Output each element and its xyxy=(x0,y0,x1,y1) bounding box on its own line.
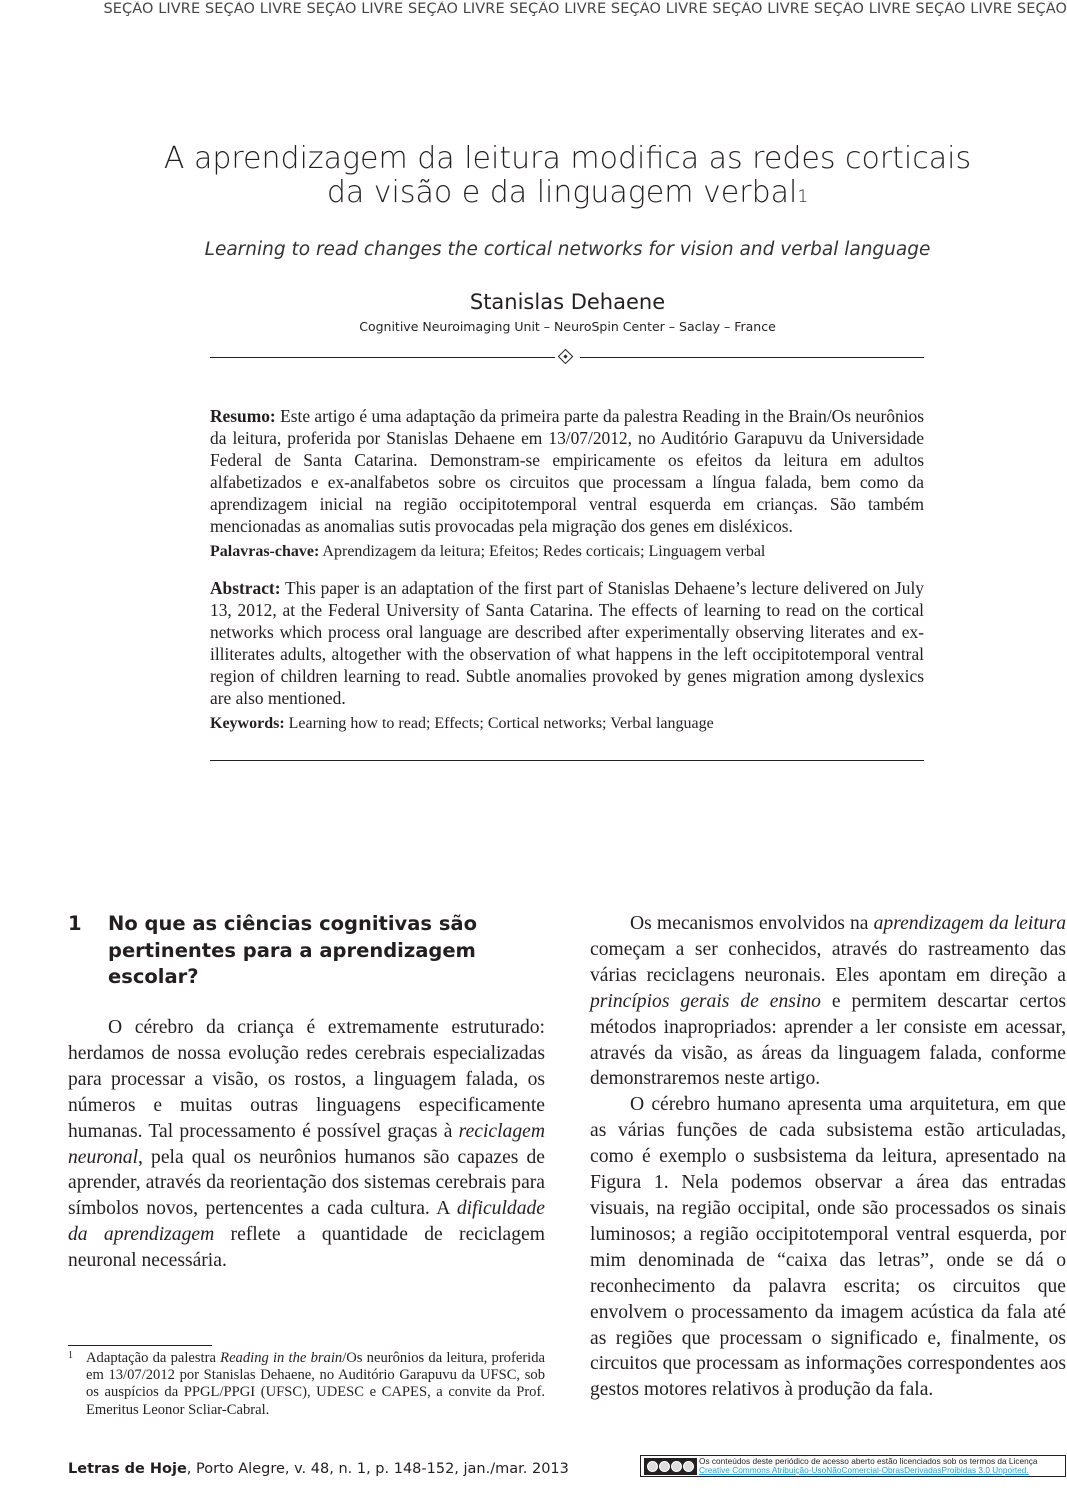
keywords-text: Learning how to read; Effects; Cortical networks; Verbal language xyxy=(284,715,714,732)
emphasis: reciclagem neuronal xyxy=(68,1120,545,1168)
journal-name: Letras de Hoje xyxy=(68,1461,187,1477)
abstract-bottom-rule xyxy=(210,760,924,761)
section-title: No que as ciências cognitivas são pertinentes para a aprendizagem escolar? xyxy=(108,912,477,988)
author-affiliation: Cognitive Neuroimaging Unit – NeuroSpin Center – Saclay – France xyxy=(359,319,776,334)
section-band: SEÇÃO LIVRE SEÇÃO LIVRE SEÇÃO LIVRE SEÇÃO LIVRE SEÇÃO LIVRE SEÇÃO LIVRE SEÇÃO LIVRE SEÇÃO LIVRE SEÇÃO LIVRE SEÇÃO xyxy=(103,1,1067,17)
divider-right xyxy=(580,357,924,358)
license-link[interactable]: Creative Commons Atribuição-UsoNãoComercial-ObrasDerivadasProibidas 3.0 Unported. xyxy=(699,1465,1029,1475)
emphasis: princípios gerais de ensino xyxy=(590,990,821,1012)
divider-left xyxy=(210,357,555,358)
section-number: 1 xyxy=(68,912,82,935)
keywords xyxy=(210,713,924,735)
resumo-text: Este artigo é uma adaptação da primeira parte da palestra Reading in the Brain/Os neurônios da leitura, proferida por Stanislas Dehaene em 13/07/2012, no Auditório Garapuvu da Universidade Federal de Santa Catarina. Demonstram-se empiricamente os efeitos da leitura em adultos alfabetizados e ex-analfabetos sobre os circuitos que processam a língua falada, bem como da aprendizagem inicial na região occipitotemporal ventral esquerda em crianças. São também mencionadas as anomalias sutis provocadas pela migração dos genes em disléxicos. xyxy=(210,406,924,536)
footnote xyxy=(68,1350,545,1419)
title-line-2: da visão e da linguagem verbal xyxy=(326,175,798,210)
resumo xyxy=(210,405,924,537)
abstract xyxy=(210,577,924,709)
left-column xyxy=(68,1015,545,1274)
text: Adaptação da palestra xyxy=(86,1350,221,1366)
abstract-text: This paper is an adaptation of the first part of Stanislas Dehaene’s lecture delivered on July 13, 2012, at the Federal University of Santa Catarina. The effects of learning to read on the cortical networks which process oral language are described after experimentally observing literates and ex-illiterates adults, altogether with the observation of what happens in the left occipitotemporal ventral region of children learning to read. Subtle anomalies provoked by genes migration among dyslexics are also mentioned. xyxy=(210,578,924,708)
resumo-label: Resumo: xyxy=(210,406,276,426)
footnote-rule xyxy=(68,1345,212,1346)
palavras-text: Aprendizagem da leitura; Efeitos; Redes corticais; Linguagem verbal xyxy=(319,543,766,560)
paragraph xyxy=(590,911,1066,1092)
abstract-label: Abstract: xyxy=(210,578,281,598)
author-name: Stanislas Dehaene xyxy=(469,290,666,314)
keywords-label: Keywords: xyxy=(210,715,285,732)
title-footnote-ref[interactable]: 1 xyxy=(797,187,809,207)
text: e permitem descartar certos métodos inapropriados: aprender a ler consiste em acessar, através da visão, as áreas da linguagem falada, conforme demonstraremos neste artigo. xyxy=(590,990,1066,1090)
cc-by-nc-nd-icon[interactable] xyxy=(644,1458,697,1475)
section-heading xyxy=(68,911,548,991)
citation-text: , Porto Alegre, v. 48, n. 1, p. 148-152, jan./mar. 2013 xyxy=(186,1461,569,1477)
journal-citation xyxy=(68,1461,569,1477)
title-line-1: A aprendizagem da leitura modifica as redes corticais xyxy=(163,141,972,176)
palavras-chave xyxy=(210,541,924,563)
text: começam a ser conhecidos, através do rastreamento das várias reciclagens neuronais. Eles apontam em direção a xyxy=(590,938,1066,986)
right-column xyxy=(590,911,1066,1403)
license-box xyxy=(640,1455,1066,1477)
license-text: Os conteúdos deste periódico de acesso aberto estão licenciados sob os termos da Licença xyxy=(699,1455,1038,1466)
text: , pela qual os neurônios humanos são capazes de aprender, através da reorientação dos sistemas cerebrais para símbolos novos, pertencentes a cada cultura. A xyxy=(68,1146,545,1220)
text: reflete a quantidade de reciclagem neuronal necessária. xyxy=(68,1224,545,1272)
emphasis: dificuldade da aprendizagem xyxy=(68,1198,545,1246)
footnote-mark: 1 xyxy=(68,1350,73,1361)
text: Os mecanismos envolvidos na xyxy=(630,913,874,934)
paragraph xyxy=(68,1015,545,1274)
text: O cérebro da criança é extremamente estruturado: herdamos de nossa evolução redes cerebrais especializadas para processar a visão, os rostos, a linguagem falada, os números e muitas outras linguagens especificamente humanas. Tal processamento é possível graças à xyxy=(68,1017,545,1142)
paragraph: O cérebro humano apresenta uma arquitetura, em que as várias funções de cada subsistema estão articuladas, como é exemplo o susbsistema da leitura, apresentado na Figura 1. Nela podemos observar a área das entradas visuais, na região occipital, onde são processados os sinais luminosos; a região occipitotemporal ventral esquerda, por mim denominada de “caixa das letras”, onde se dá o reconhecimento da palavra escrita; os circuitos que envolvem o processamento da imagem acústica da fala até as regiões que processam o significado e, finalmente, os circuitos que processam as informações correspondentes aos gestos motores relativos à produção da fala. xyxy=(590,1094,1066,1401)
article-title xyxy=(60,142,1067,210)
diamond-ornament-icon xyxy=(558,349,574,365)
palavras-label: Palavras-chave: xyxy=(210,543,320,560)
emphasis: Reading in the brain xyxy=(220,1350,343,1366)
article-subtitle: Learning to read changes the cortical networks for vision and verbal language xyxy=(204,239,931,260)
text: /Os neurônios da leitura, proferida em 13/07/2012 por Stanislas Dehaene, no Auditório Garapuvu da UFSC, sob os auspícios da PPGL/PPGI (UFSC), UDESC e CAPES, a convite da Prof. Emeritus Leonor Scliar-Cabral. xyxy=(86,1350,546,1418)
emphasis: aprendizagem da leitura xyxy=(873,913,1066,934)
